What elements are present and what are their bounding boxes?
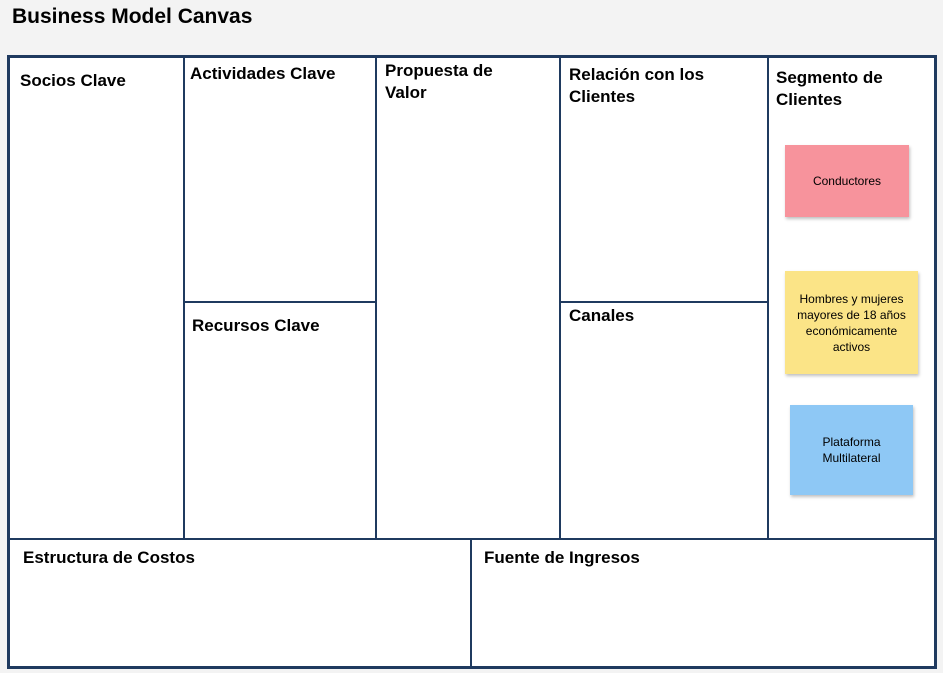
divider-propuesta-relacion [559, 58, 561, 538]
divider-relacion-segmento [767, 58, 769, 538]
sticky-note-text: Hombres y mujeres mayores de 18 años económicamente activos [797, 291, 906, 354]
block-title-relacion-clientes: Relación con los Clientes [569, 65, 705, 106]
block-title-propuesta-de-valor: Propuesta de Valor [385, 61, 493, 102]
divider-actividades-propuesta [375, 58, 377, 538]
sticky-note-text: Plataforma Multilateral [822, 435, 881, 465]
page-title: Business Model Canvas [12, 5, 253, 28]
divider-socios-actividades [183, 58, 185, 538]
divider-top-bottom [10, 538, 934, 540]
block-title-fuente-ingresos: Fuente de Ingresos [484, 548, 640, 567]
divider-actividades-recursos [183, 301, 377, 303]
sticky-note-plataforma[interactable] [790, 405, 913, 495]
block-title-socios-clave: Socios Clave [20, 71, 126, 90]
divider-costos-ingresos [470, 538, 472, 666]
sticky-note-text: Conductores [812, 174, 882, 188]
block-title-actividades-clave: Actividades Clave [190, 64, 336, 83]
sticky-note-conductores[interactable] [785, 145, 909, 217]
block-title-estructura-costos: Estructura de Costos [23, 548, 195, 567]
block-title-recursos-clave: Recursos Clave [192, 316, 320, 335]
divider-relacion-canales [559, 301, 769, 303]
block-title-segmento-clientes: Segmento de Clientes [776, 68, 883, 109]
sticky-note-hombres-mujeres[interactable] [785, 271, 918, 374]
block-title-canales: Canales [569, 306, 635, 325]
